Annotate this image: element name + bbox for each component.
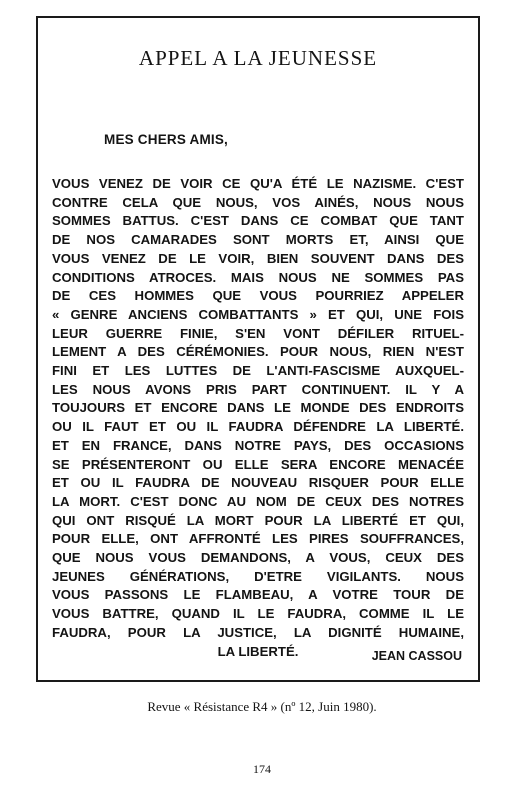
page-title: APPEL A LA JEUNESSE: [138, 46, 378, 70]
body-line: VOUS PASSONS LE FLAMBEAU, A VOTRE TOUR DE: [52, 587, 464, 603]
body-line: FAUDRA, POUR LA JUSTICE, LA DIGNITÉ HUMAINE,: [52, 624, 464, 640]
body-line: CONTRE CELA QUE NOUS, VOS AINÉS, NOUS NOUS: [52, 194, 464, 210]
body-line: LEMENT A DES CÉRÉMONIES. POUR NOUS, RIEN N'EST: [52, 344, 464, 360]
body-line: POUR ELLE, ONT AFFRONTÉ LES PIRES SOUFFRANCES,: [52, 531, 464, 547]
letter-body: [52, 175, 464, 661]
greeting: MES CHERS AMIS,: [104, 132, 229, 147]
body-line: DE CES HOMMES QUE VOUS POURRIEZ APPELER: [52, 288, 464, 304]
body-line: LA LIBERTÉ.: [217, 643, 299, 659]
body-line: SOMMES BATTUS. C'EST DANS CE COMBAT QUE TANT: [52, 213, 464, 229]
body-line: QUI ONT RISQUÉ LA MORT POUR LA LIBERTÉ ET QUI,: [52, 512, 464, 528]
body-line: LA MORT. C'EST DONC AU NOM DE CEUX DES NOTRES: [52, 493, 464, 509]
page-number: 174: [253, 762, 271, 776]
body-line: FINI ET LES LUTTES DE L'ANTI-FASCISME AUXQUEL-: [52, 363, 464, 379]
text-frame: [36, 16, 480, 682]
body-line: LEUR GUERRE FINIE, S'EN VONT DÉFILER RITUEL-: [52, 325, 464, 341]
source-citation: Revue « Résistance R4 » (nº 12, Juin 1980).: [147, 699, 377, 714]
body-line: ET OU IL FAUDRA DE NOUVEAU RISQUER POUR ELLE: [52, 475, 464, 491]
signature: JEAN CASSOU: [371, 649, 462, 663]
body-line: ET EN FRANCE, DANS NOTRE PAYS, DES OCCASIONS: [52, 437, 464, 453]
body-line: SE PRÉSENTERONT OU ELLE SERA ENCORE MENACÉE: [52, 456, 464, 472]
body-line: CONDITIONS ATROCES. MAIS NOUS NE SOMMES PAS: [52, 269, 464, 285]
body-line: DE NOS CAMARADES SONT MORTS ET, AINSI QUE: [52, 232, 464, 248]
body-line: « GENRE ANCIENS COMBATTANTS » ET QUI, UNE FOIS: [52, 306, 464, 322]
body-line: TOUJOURS ET ENCORE DANS LE MONDE DES ENDROITS: [52, 400, 464, 416]
body-line: JEUNES GÉNÉRATIONS, D'ETRE VIGILANTS. NOUS: [52, 568, 464, 584]
body-line: VOUS BATTRE, QUAND IL LE FAUDRA, COMME IL LE: [52, 606, 464, 622]
body-line: LES NOUS AVONS PRIS PART CONTINUENT. IL Y A: [52, 381, 464, 397]
body-line: QUE NOUS VOUS DEMANDONS, A VOUS, CEUX DES: [52, 550, 464, 566]
body-line: OU IL FAUT ET OU IL FAUDRA DÉFENDRE LA LIBERTÉ.: [52, 419, 464, 435]
body-line: VOUS VENEZ DE LE VOIR, BIEN SOUVENT DANS DES: [52, 250, 464, 266]
body-line: VOUS VENEZ DE VOIR CE QU'A ÉTÉ LE NAZISME. C'EST: [52, 176, 464, 191]
